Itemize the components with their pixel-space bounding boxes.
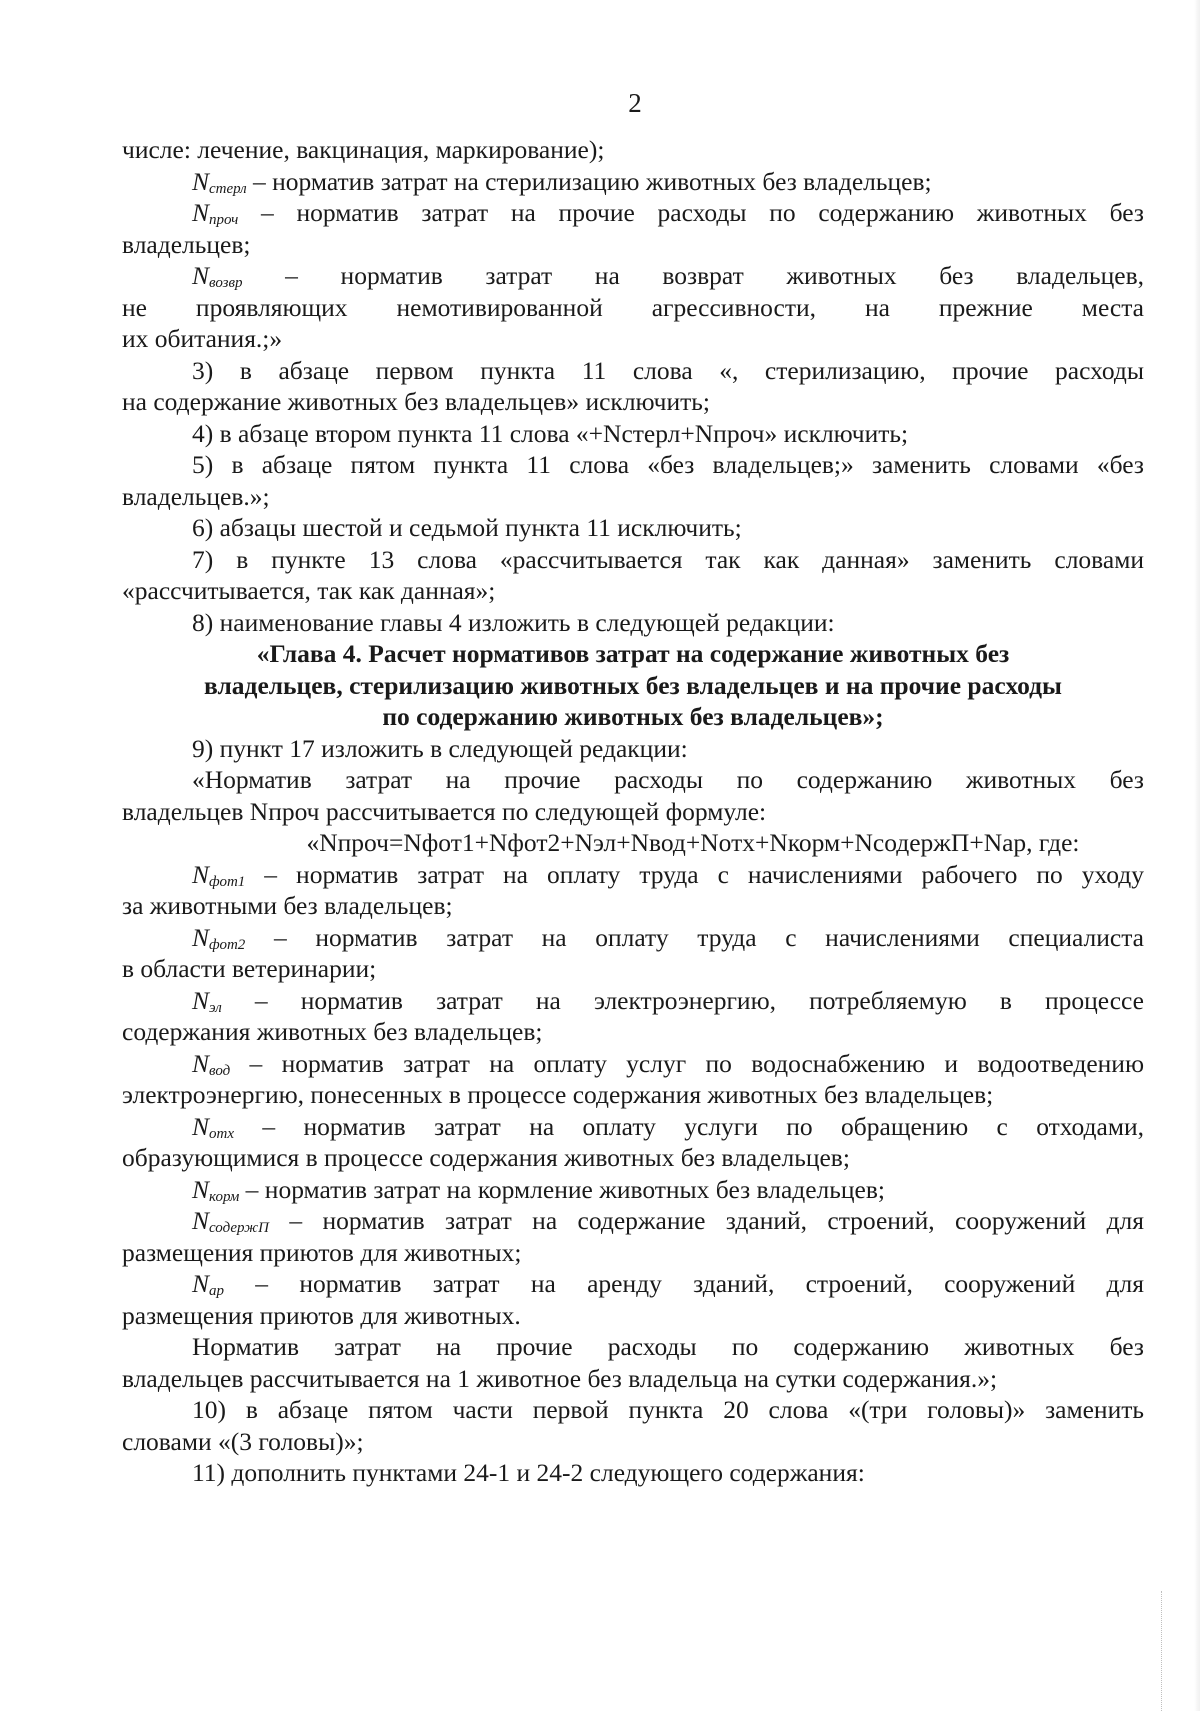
line-text: – норматив затрат на аренду зданий, строений, сооружений для	[224, 1269, 1144, 1298]
text-line	[122, 1205, 1144, 1237]
text-line	[122, 733, 1144, 765]
text-line	[122, 922, 1144, 954]
text-line	[122, 1268, 1144, 1300]
line-text: за животными без владельцев;	[122, 891, 453, 920]
line-text: 9) пункт 17 изложить в следующей редакции:	[192, 733, 688, 763]
line-text: «Норматив затрат на прочие расходы по содержанию животных без	[192, 765, 1144, 794]
symbol-subscript: эл	[209, 999, 222, 1016]
text-line	[122, 1331, 1144, 1363]
symbol: $N_{содержП}$	[192, 1206, 269, 1236]
text-line	[122, 985, 1144, 1017]
line-text: – норматив затрат на содержание зданий, строений, сооружений для	[268, 1206, 1144, 1235]
symbol-subscript: проч	[209, 212, 239, 228]
text-line	[122, 544, 1144, 576]
text-line	[122, 418, 1144, 450]
page-number: 2	[628, 88, 642, 118]
text-line	[122, 449, 1144, 481]
text-line	[122, 1174, 1144, 1206]
symbol-subscript: фот1	[209, 873, 246, 890]
text-line	[122, 292, 1144, 324]
line-text: не проявляющих немотивированной агрессивности, на прежние места	[122, 292, 1144, 322]
text-line	[122, 764, 1144, 796]
line-text: 7) в пункте 13 слова «рассчитывается так как данная» заменить словами	[192, 544, 1144, 574]
chapter-heading-line	[122, 670, 1144, 702]
line-text: владельцев;	[122, 229, 251, 259]
line-text: 10) в абзаце пятом части первой пункта 20 слова «(три головы)» заменить	[192, 1395, 1144, 1424]
text-line	[122, 1079, 1144, 1111]
symbol: $N_{отх}$	[192, 1111, 235, 1142]
line-text: их обитания.;»	[122, 324, 283, 353]
line-text: 4) в абзаце втором пункта 11 слова «+Nстерл+Nпроч» исключить;	[192, 418, 909, 448]
line-text: «Nпроч=Nфот1+Nфот2+Nэл+Nвод+Nотх+Nкорм+NсодержП+Nар, где:	[306, 828, 1080, 857]
line-text: размещения приютов для животных;	[122, 1237, 522, 1267]
text-line	[122, 1048, 1144, 1080]
line-text: образующимися в процессе содержания животных без владельцев;	[122, 1143, 850, 1172]
line-text: – норматив затрат на оплату услуг по водоснабжению и водоотведению	[230, 1048, 1144, 1078]
text-line	[122, 607, 1144, 639]
symbol-subscript: вод	[209, 1062, 231, 1079]
symbol: $N_{проч}$	[192, 198, 239, 228]
text-line	[122, 859, 1144, 891]
text-line	[122, 1300, 1144, 1332]
line-text: Норматив затрат на прочие расходы по содержанию животных без	[192, 1332, 1144, 1361]
symbol: $N_{ар}$	[192, 1269, 225, 1299]
scan-edge-shadow	[1194, 0, 1200, 1711]
line-text: словами «(3 головы)»;	[122, 1426, 364, 1456]
line-text: содержания животных без владельцев;	[122, 1017, 543, 1046]
line-text: – норматив затрат на электроэнергию, потребляемую в процессе	[221, 985, 1144, 1015]
line-text: «рассчитывается, так как данная»;	[122, 576, 496, 605]
line-text: 5) в абзаце пятом пункта 11 слова «без владельцев;» заменить словами «без	[192, 450, 1144, 479]
symbol-subscript: корм	[209, 1188, 240, 1205]
symbol: $N_{корм}$	[192, 1174, 240, 1205]
text-line	[122, 575, 1144, 607]
symbol: $N_{фот2}$	[192, 922, 246, 953]
text-line	[122, 1394, 1144, 1426]
line-text: по содержанию животных без владельцев»;	[382, 702, 884, 731]
line-text: – норматив затрат на стерилизацию животных без владельцев;	[246, 166, 932, 196]
text-line	[122, 229, 1144, 261]
line-text: – норматив затрат на оплату труда с начислениями специалиста	[245, 922, 1144, 952]
text-line	[122, 1457, 1144, 1489]
chapter-heading-line	[122, 701, 1144, 733]
text-line	[122, 386, 1144, 418]
line-text: – норматив затрат на кормление животных без владельцев;	[239, 1174, 886, 1204]
document-body	[122, 134, 1144, 1489]
symbol: $N_{стерл}$	[192, 166, 247, 197]
symbol-subscript: возвр	[209, 275, 243, 291]
text-line	[122, 1142, 1144, 1174]
symbol: $N_{вод}$	[192, 1048, 231, 1079]
symbol-subscript: отх	[209, 1125, 235, 1142]
text-line	[122, 953, 1144, 985]
symbol-subscript: содержП	[209, 1220, 269, 1236]
symbol-subscript: фот2	[209, 936, 246, 953]
text-line	[122, 1363, 1144, 1395]
line-text: числе: лечение, вакцинация, маркирование);	[122, 135, 605, 164]
chapter-heading-line	[122, 638, 1144, 670]
text-line	[122, 197, 1144, 229]
text-line	[122, 1016, 1144, 1048]
line-text: 3) в абзаце первом пункта 11 слова «, стерилизацию, прочие расходы	[192, 355, 1144, 385]
line-text: размещения приютов для животных.	[122, 1300, 521, 1330]
line-text: на содержание животных без владельцев» исключить;	[122, 387, 710, 416]
text-line	[122, 1111, 1144, 1143]
symbol: $N_{возвр}$	[192, 261, 243, 291]
text-line	[122, 796, 1144, 828]
text-line	[122, 134, 1144, 166]
line-text: владельцев, стерилизацию животных без владельцев и на прочие расходы	[204, 670, 1062, 700]
line-text: владельцев.»;	[122, 481, 270, 511]
text-line	[122, 1237, 1144, 1269]
text-line	[122, 481, 1144, 513]
line-text: – норматив затрат на прочие расходы по содержанию животных без	[238, 198, 1144, 227]
text-line	[122, 1426, 1144, 1458]
line-text: – норматив затрат на возврат животных без владельцев,	[242, 261, 1144, 290]
symbol: $N_{эл}$	[192, 985, 222, 1016]
line-text: электроэнергию, понесенных в процессе содержания животных без владельцев;	[122, 1080, 994, 1109]
text-line	[122, 323, 1144, 355]
line-text: – норматив затрат на оплату услуги по обращению с отходами,	[234, 1111, 1144, 1141]
scan-edge-marks	[1161, 1591, 1192, 1711]
line-text: владельцев рассчитывается на 1 животное без владельца на сутки содержания.»;	[122, 1363, 998, 1393]
line-text: 6) абзацы шестой и седьмой пункта 11 исключить;	[192, 513, 742, 542]
line-text: 8) наименование главы 4 изложить в следующей редакции:	[192, 607, 835, 637]
text-line	[122, 355, 1144, 387]
line-text: 11) дополнить пунктами 24-1 и 24-2 следующего содержания:	[192, 1458, 865, 1487]
line-text: «Глава 4. Расчет нормативов затрат на содержание животных без	[256, 639, 1010, 668]
text-line	[122, 166, 1144, 198]
text-line	[122, 260, 1144, 292]
text-line	[122, 890, 1144, 922]
symbol: $N_{фот1}$	[192, 859, 246, 890]
text-line	[122, 512, 1144, 544]
symbol-subscript: стерл	[209, 180, 247, 197]
line-text: – норматив затрат на оплату труда с начислениями рабочего по уходу	[245, 859, 1144, 889]
symbol-subscript: ар	[209, 1283, 225, 1299]
line-text: в области ветеринарии;	[122, 954, 377, 983]
formula-line	[122, 827, 1144, 859]
line-text: владельцев Nпроч рассчитывается по следующей формуле:	[122, 796, 767, 826]
